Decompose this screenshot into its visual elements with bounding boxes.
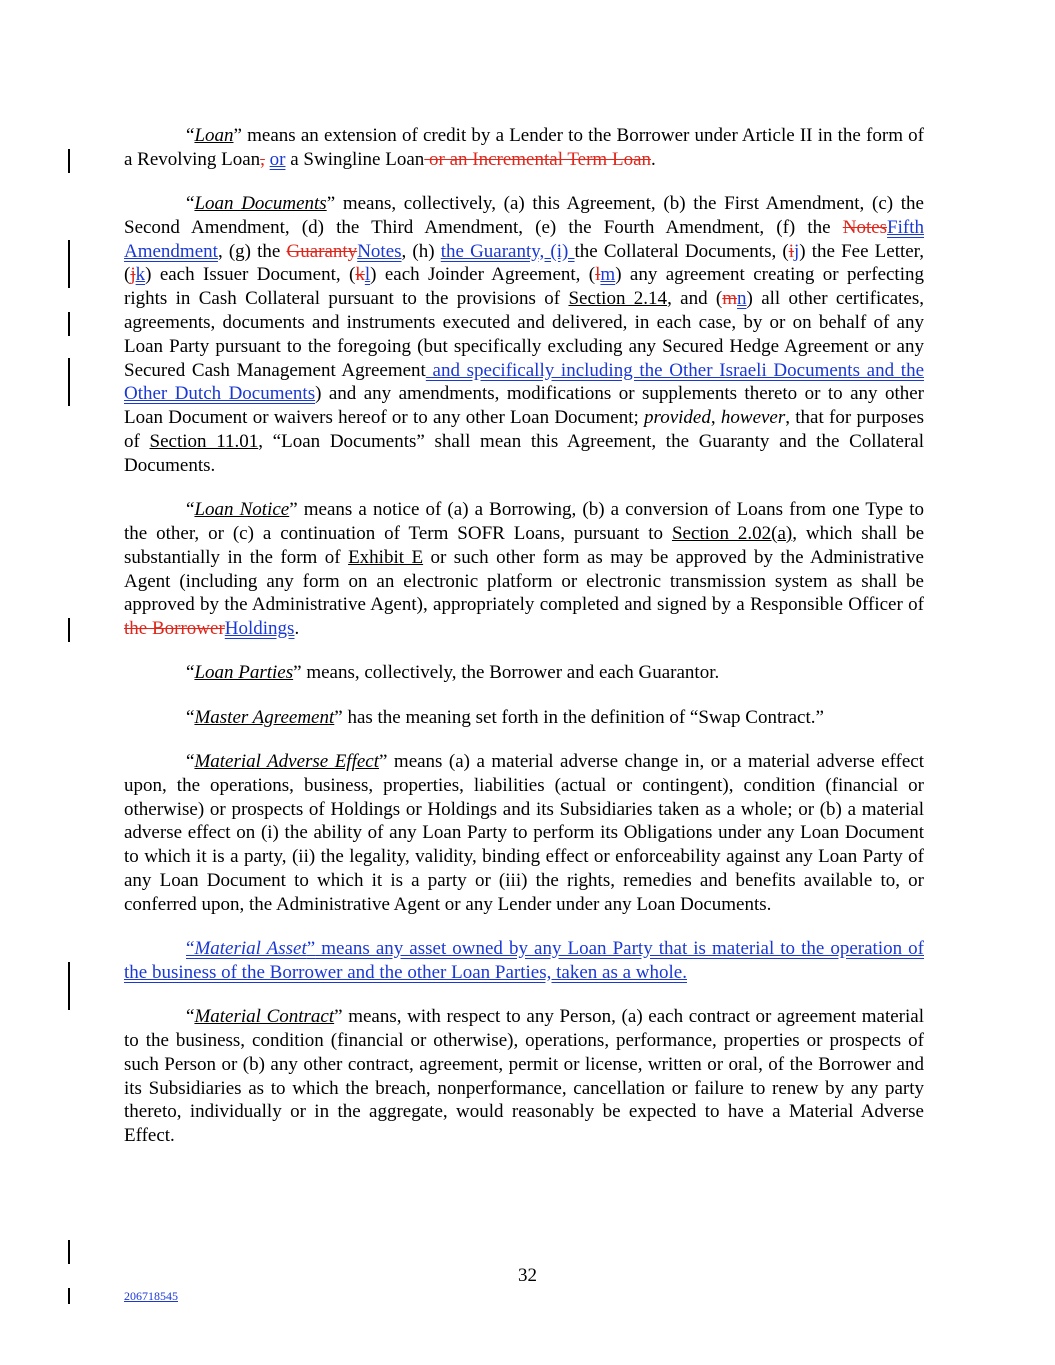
quote-close: ” xyxy=(334,1006,343,1028)
change-bar xyxy=(68,312,70,336)
deleted-text: the Borrower xyxy=(124,618,225,640)
deleted-text: i xyxy=(788,240,794,262)
defined-term: Material Contract xyxy=(194,1006,335,1028)
quote-close: ” xyxy=(379,751,388,773)
inserted-text: Notes xyxy=(357,240,402,262)
body-text: ) each Issuer Document, ( xyxy=(145,264,356,286)
body-text: the Collateral Documents, ( xyxy=(574,240,789,262)
body-text: means, collectively, (a) this Agreement, (b) the First Amendment, (c) the Second Amendment, (d) the Third Amendment, (e) the Fourth Amendment, (f) the xyxy=(124,193,924,238)
deleted-text: k xyxy=(355,264,365,286)
change-bar xyxy=(68,358,70,406)
quote-open: “ xyxy=(186,706,195,728)
defined-term: Master Agreement xyxy=(194,706,335,728)
definition-loan-parties xyxy=(124,661,924,685)
section-reference: Section 2.14 xyxy=(568,288,668,310)
exhibit-reference: Exhibit E xyxy=(348,546,424,568)
defined-term: Material Asset xyxy=(194,938,307,960)
inserted-text: Fifth Amendment xyxy=(124,216,924,262)
defined-term: Loan xyxy=(194,125,234,146)
inserted-text: the Guaranty, (i) xyxy=(440,240,575,262)
body-text: has the meaning set forth in the definition of “Swap Contract.” xyxy=(342,706,824,728)
defined-term: Loan Parties xyxy=(194,662,294,684)
definition-master-agreement xyxy=(124,706,924,730)
quote-close: ” xyxy=(334,706,343,728)
defined-term: Loan Notice xyxy=(194,499,290,521)
inserted-text: m xyxy=(600,264,616,286)
body-text: means, collectively, the Borrower and each Guarantor. xyxy=(301,662,720,684)
body-text: . xyxy=(294,618,300,640)
deleted-text: m xyxy=(722,288,738,310)
inserted-text: Holdings xyxy=(224,618,295,640)
change-bar xyxy=(68,618,70,642)
inserted-text: and specifically including the Other Israeli Documents and the Other Dutch Documents xyxy=(124,359,924,405)
quote-open: “ xyxy=(186,125,195,146)
section-reference: Section 2.02(a) xyxy=(671,522,793,544)
quote-close: ” xyxy=(233,125,242,146)
body-text: , that for purposes of xyxy=(124,407,924,453)
quote-open: “ xyxy=(186,751,195,773)
quote-close: ” xyxy=(326,193,336,215)
change-bar xyxy=(68,962,70,1010)
italic-text: however xyxy=(720,407,786,429)
document-body xyxy=(124,124,924,1168)
body-text: means, with respect to any Person, (a) each contract or agreement material to the business, condition (financial or otherwise), operations, performance, properties or prospects of such Person or (b) any other contract, agreement, permit or license, written or oral, of the Borrower and its Subsidiaries as to which the breach, nonperformance, cancellation or failure to renew by any party thereto, individually or in the aggregate, would reasonably be expected to have a Material Adverse Effect. xyxy=(124,1006,924,1147)
inserted-text: means any asset owned by any Loan Party that is material to the operation of the business of the Borrower and the other Loan Parties, taken as a whole. xyxy=(124,938,924,983)
body-text: ) the Fee Letter, ( xyxy=(124,240,924,286)
body-text: ) all other certificates, agreements, documents and instruments executed and delivered, in each case, by or on behalf of any Loan Party pursuant to the foregoing (but specifically excluding any Secured Hedge Agreement or any Secured Cash Management Agreement xyxy=(124,288,925,381)
italic-text: provided xyxy=(644,407,711,429)
definition-loan-documents xyxy=(124,192,924,478)
body-text: , which shall be substantially in the form of xyxy=(124,522,925,568)
quote-open: “ xyxy=(186,662,195,684)
body-text: , and ( xyxy=(667,288,723,310)
inserted-text: l xyxy=(364,264,371,286)
definition-material-asset xyxy=(124,937,924,985)
body-text: means (a) a material adverse change in, or a material adverse effect upon, the operations, business, properties, liabilities (actual or contingent), condition (financial or otherwise) or prospects of Holdings or Holdings and its Subsidiaries taken as a whole; or (b) a material adverse effect on (i) the ability of any Loan Party to perform its Obligations under any Loan Document to which it is a party, (ii) the legality, validity, binding effect or enforceability against any Loan Party of any Loan Document to which it is a party or (iii) the rights, remedies and benefits available to, or conferred upon, the Administrative Agent or any Lender under any Loan Documents. xyxy=(124,751,925,915)
body-text: , (h) xyxy=(401,240,441,262)
quote-open: “ xyxy=(186,938,195,960)
body-text: means a notice of (a) a Borrowing, (b) a conversion of Loans from one Type to the other, or (c) a continuation of Term SOFR Loans, pursuant to xyxy=(124,499,924,544)
quote-close: ” xyxy=(289,499,298,521)
body-text: or such other form as may be approved by the Administrative Agent (including any form on an electronic platform or electronic transmission system as shall be approved by the Administrative Agent), appropriately completed and signed by a Responsible Officer of xyxy=(124,546,924,616)
inserted-text: or xyxy=(269,148,286,170)
defined-term: Material Adverse Effect xyxy=(194,751,380,773)
definition-material-contract xyxy=(124,1005,924,1148)
quote-open: “ xyxy=(186,499,195,521)
body-text: , (g) the xyxy=(217,240,287,262)
body-text: , xyxy=(710,407,721,429)
body-text: ) any agreement creating or perfecting rights in Cash Collateral pursuant to the provisions of xyxy=(124,264,924,310)
definition-material-adverse-effect xyxy=(124,750,924,917)
quote-open: “ xyxy=(186,1006,195,1028)
document-id: 206718545 xyxy=(124,1289,178,1303)
change-bar xyxy=(68,149,70,173)
quote-open: “ xyxy=(186,193,195,215)
deleted-text: , xyxy=(260,148,265,170)
body-text: . xyxy=(651,148,656,170)
deleted-text: Guaranty xyxy=(286,240,358,262)
page-number: 32 xyxy=(518,1265,537,1286)
definition-loan-notice xyxy=(124,498,924,641)
definition-loan xyxy=(124,124,924,172)
body-text: ) each Joinder Agreement, ( xyxy=(370,264,596,286)
inserted-text: j xyxy=(793,240,800,262)
deleted-text: or an Incremental Term Loan xyxy=(424,148,651,170)
body-text: means an extension of credit by a Lender to the Borrower under Article II in the form of a Revolving Loan xyxy=(124,125,924,170)
inserted-text: k xyxy=(135,264,146,286)
body-text: a Swingline Loan xyxy=(285,148,425,170)
inserted-text: n xyxy=(737,288,747,310)
defined-term: Loan Documents xyxy=(194,193,327,215)
body-text: , “Loan Documents” shall mean this Agreement, the Guaranty and the Collateral Documents. xyxy=(124,431,924,476)
section-reference: Section 11.01 xyxy=(149,431,259,453)
change-bar xyxy=(68,1240,70,1264)
quote-close: ” xyxy=(293,662,302,684)
change-bar xyxy=(68,1288,70,1304)
change-bar xyxy=(68,240,70,288)
deleted-text: Notes xyxy=(842,216,888,238)
body-text: ) and any amendments, modifications or supplements thereto or to any other Loan Document or waivers hereof or to any other Loan Document; xyxy=(124,383,924,429)
deleted-text: j xyxy=(130,264,136,286)
quote-close: ” xyxy=(306,938,316,960)
deleted-text: l xyxy=(595,264,601,286)
